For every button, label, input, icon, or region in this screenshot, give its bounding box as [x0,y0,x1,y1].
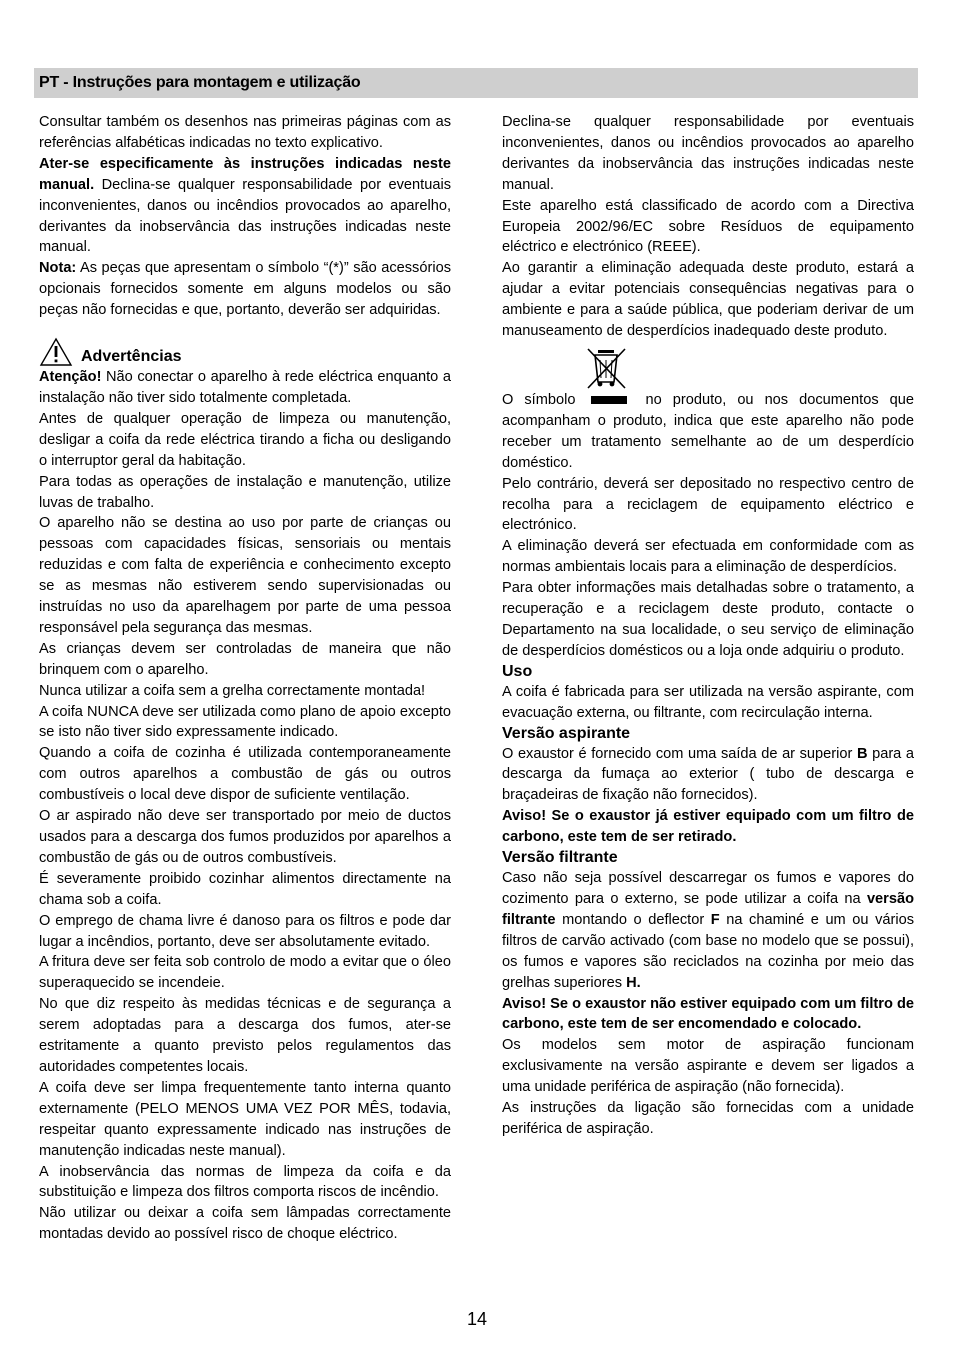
note-text: As peças que apresentam o símbolo “(*)” são acessórios opcionais fornecidos somente em alguns modelos ou são peças não fornecidas e que, portanto, deverão ser adquiridas. [39,260,451,319]
deflector-reference-f: F [710,911,720,928]
warnings-heading [39,337,451,367]
crossed-out-wheelie-bin-icon [585,346,629,390]
attention-paragraph [39,367,451,409]
left-column [39,112,451,1245]
filter-text-a: Caso não seja possível descarregar os fumos e vapores do cozimento para o externo, se pode utilizar a coifa na [502,870,914,907]
extraction-version-text [502,744,914,807]
warning-paragraph: Nunca utilizar a coifa sem a grelha correctamente montada! [39,682,426,699]
extraction-text-b: para a descarga da fumaça ao exterior ( tubo de descarga e braçadeiras de fixação não fornecidos). [502,745,914,804]
regulation-paragraph: A eliminação deverá ser efectuada em conformidade com as normas ambientais locais para a eliminação de desperdícios. [502,538,914,576]
warning-paragraph: O emprego de chama livre é danoso para os filtros e pode dar lugar a incêndios, portanto, deve ser absolutamente evitado. [39,912,451,950]
motorless-models-paragraph: Os modelos sem motor de aspiração funcionam exclusivamente na versão aspirante e devem ser ligados a uma unidade periférica de aspiração (não fornecida). [502,1037,914,1096]
symbol-text-start: O símbolo [502,391,576,408]
warning-paragraph: No que diz respeito às medidas técnicas e de segurança a serem adoptadas para a descarga dos fumos, ater-se estritamente a quanto previsto pelos regulamentos das autoridades competentes locais. [39,996,451,1075]
connection-instructions-paragraph: As instruções da ligação são fornecidas com a unidade periférica de aspiração. [502,1100,914,1137]
warning-paragraph: O aparelho não se destina ao uso por parte de crianças ou pessoas com capacidades físicas, sensoriais ou mentais reduzidas e com falta de experiência e conhecimento excepto se as mesmas não estiverem sendo supervisionadas ou instruídas no uso da aparelhagem por parte de uma pessoa responsável pela segurança das mesmas. [39,515,451,636]
warning-triangle-icon [39,337,73,367]
symbol-text-rest: no produto, ou nos documentos que acompanham o produto, indica que este aparelho não pode receber um tratamento semelhante ao de um desperdício doméstico. [502,391,914,471]
symbol-paragraph [502,390,914,474]
page-number: 14 [466,1309,488,1329]
filter-version-title: Versão filtrante [502,849,618,867]
use-title: Uso [502,662,533,680]
warnings-title: Advertências [81,348,182,366]
extraction-warning [502,806,914,848]
intro-paragraph: Consultar também os desenhos nas primeiras páginas com as referências alfabéticas indicadas no texto explicativo. [39,114,451,151]
extraction-version-title: Versão aspirante [502,724,631,742]
right-column [502,112,914,1140]
filter-warning-text: Aviso! Se o exaustor não estiver equipado com um filtro de carbono, este tem de ser encomendado e colocado. [502,995,914,1033]
filter-warning [502,994,914,1036]
filter-version-text [502,868,914,993]
filter-version-bold: versão filtrante [502,891,914,928]
section-title: PT - Instruções para montagem e utilização [39,74,361,91]
warning-paragraph: As crianças devem ser controladas de maneira que não brinquem com o aparelho. [39,640,451,678]
instructions-bold: Ater-se especificamente às instruções indicadas neste manual. [39,155,451,193]
warning-paragraph: A coifa NUNCA deve ser utilizada como plano de apoio excepto se isto não tiver sido expressamente indicado. [39,703,451,741]
warning-paragraph: Não utilizar ou deixar a coifa sem lâmpadas correctamente montadas devido ao possível risco de choque eléctrico. [39,1205,451,1243]
note-label: Nota: [39,260,77,277]
section-header-bar [34,68,918,98]
warning-paragraph: É severamente proibido cozinhar alimentos directamente na chama sob a coifa. [39,870,451,908]
filter-text-b: montando o deflector [555,911,711,928]
weee-directive-paragraph: Este aparelho está classificado de acordo com a Directiva Europeia 2002/96/EC sobre Resíduos de equipamento eléctrico e electrónico (REEE). [502,197,914,256]
extraction-text-a: O exaustor é fornecido com uma saída de ar superior [502,745,857,762]
warning-paragraph: Antes de qualquer operação de limpeza ou manutenção, desligar a coifa da rede eléctrica tirando a ficha ou desligando o interruptor geral da habitação. [39,410,451,469]
instructions-text: Declina-se qualquer responsabilidade por eventuais inconvenientes, danos ou incêndios provocados ao aparelho, derivantes da inobservância das instruções indicadas neste manual. [39,176,451,256]
filter-text-c: na chaminé e um ou vários filtros de carvão activado (com base no modelo que se possui), os fumos e vapores são reciclados na cozinha por meio das grelhas superiores [502,911,914,991]
attention-label: Atenção! [39,369,102,386]
warning-paragraph: A fritura deve ser feita sob controlo de modo a evitar que o óleo superaquecido se incendeie. [39,954,451,992]
disposal-paragraph: Ao garantir a eliminação adequada deste produto, estará a ajudar a evitar potenciais consequências negativas para o ambiente e para a saúde pública, que poderiam derivar de um manuseamento de desperdícios inadequado deste produto. [502,260,914,340]
instructions-paragraph [39,154,451,259]
symbol-bar [591,396,627,404]
disclaimer-paragraph: Declina-se qualquer responsabilidade por eventuais inconvenientes, danos ou incêndios provocados ao aparelho derivantes da inobservância das instruções indicadas neste manual. [502,114,914,193]
warning-paragraph: O ar aspirado não deve ser transportado por meio de ductos usados para a descarga dos fumos produzidos por aparelhos a combustão de gás ou de outros combustíveis. [39,808,451,866]
outlet-reference-b: B [856,745,868,762]
information-paragraph: Para obter informações mais detalhadas sobre o tratamento, a recuperação e a reciclagem deste produto, contacte o Departamento na sua localidade, o seu serviço de eliminação de desperdícios domésticos ou a loja onde adquiriu o produto. [502,580,914,659]
warning-paragraph: Para todas as operações de instalação e manutenção, utilize luvas de trabalho. [39,473,451,511]
attention-text: Não conectar o aparelho à rede eléctrica enquanto a instalação não tiver sido totalmente completada. [39,369,451,406]
grille-reference-h: H. [626,974,641,991]
weee-symbol-area [502,342,914,390]
warning-paragraph: A coifa deve ser limpa frequentemente tanto interna quanto externamente (PELO MENOS UMA VEZ POR MÊS, todavia, respeitar quanto expressamente indicado nas instruções de manutenção indicadas neste manual). [39,1079,451,1159]
extraction-warning-text: Aviso! Se o exaustor já estiver equipado com um filtro de carbono, este tem de ser retirado. [502,808,914,846]
note-paragraph [39,258,451,321]
collection-paragraph: Pelo contrário, deverá ser depositado no respectivo centro de recolha para a reciclagem de equipamento eléctrico e electrónico. [502,475,914,534]
use-text: A coifa é fabricada para ser utilizada na versão aspirante, com evacuação externa, ou filtrante, com recirculação interna. [502,683,914,721]
warning-paragraph: A inobservância das normas de limpeza da coifa e da substituição e limpeza dos filtros comporta riscos de incêndio. [39,1163,451,1201]
warning-paragraph: Quando a coifa de cozinha é utilizada contemporaneamente com outros aparelhos a combustão de gás ou outros combustíveis o local deve dispor de suficiente ventilação. [39,745,451,804]
